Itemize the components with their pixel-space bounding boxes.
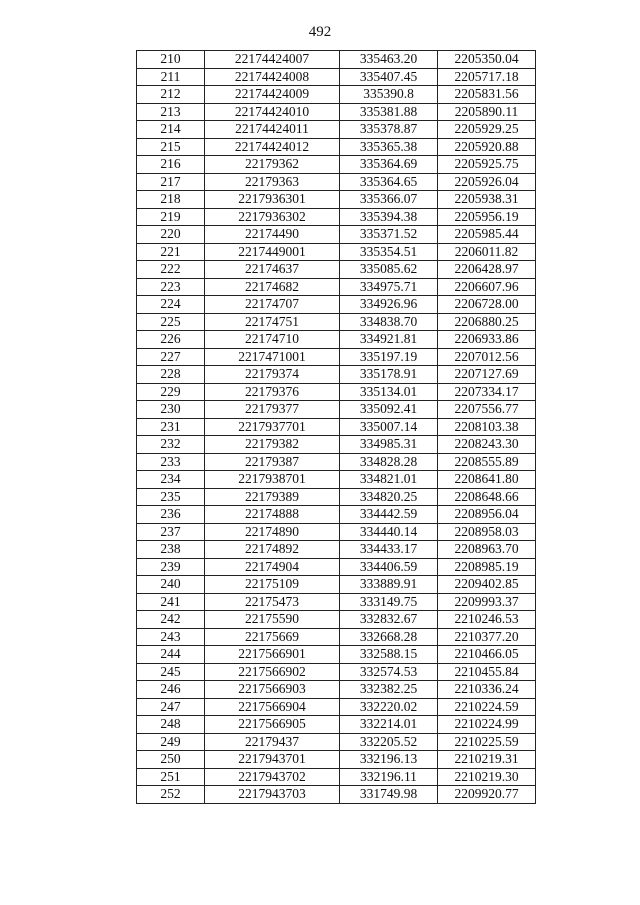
y-coordinate-cell: 2207556.77 — [438, 401, 536, 419]
table-row — [137, 436, 536, 454]
table-row — [137, 313, 536, 331]
table-row — [137, 156, 536, 174]
x-coordinate-cell: 334926.96 — [340, 296, 438, 314]
point-id-cell: 22179437 — [205, 733, 340, 751]
point-id-cell: 22174637 — [205, 261, 340, 279]
point-id-cell: 2217566901 — [205, 646, 340, 664]
table-row — [137, 768, 536, 786]
x-coordinate-cell: 332196.13 — [340, 751, 438, 769]
table-row — [137, 786, 536, 804]
y-coordinate-cell: 2208963.70 — [438, 541, 536, 559]
point-id-cell: 22174424012 — [205, 138, 340, 156]
row-index-cell: 226 — [137, 331, 205, 349]
y-coordinate-cell: 2208103.38 — [438, 418, 536, 436]
x-coordinate-cell: 332832.67 — [340, 611, 438, 629]
point-id-cell: 22174424010 — [205, 103, 340, 121]
table-row — [137, 366, 536, 384]
y-coordinate-cell: 2209402.85 — [438, 576, 536, 594]
table-row — [137, 243, 536, 261]
y-coordinate-cell: 2206933.86 — [438, 331, 536, 349]
row-index-cell: 211 — [137, 68, 205, 86]
y-coordinate-cell: 2207012.56 — [438, 348, 536, 366]
y-coordinate-cell: 2209920.77 — [438, 786, 536, 804]
table-row — [137, 401, 536, 419]
x-coordinate-cell: 335366.07 — [340, 191, 438, 209]
y-coordinate-cell: 2210377.20 — [438, 628, 536, 646]
x-coordinate-cell: 335364.65 — [340, 173, 438, 191]
row-index-cell: 245 — [137, 663, 205, 681]
table-row — [137, 558, 536, 576]
row-index-cell: 213 — [137, 103, 205, 121]
x-coordinate-cell: 332382.25 — [340, 681, 438, 699]
table-row — [137, 191, 536, 209]
table-row — [137, 208, 536, 226]
point-id-cell: 2217936301 — [205, 191, 340, 209]
row-index-cell: 248 — [137, 716, 205, 734]
x-coordinate-cell: 334975.71 — [340, 278, 438, 296]
x-coordinate-cell: 334921.81 — [340, 331, 438, 349]
x-coordinate-cell: 333889.91 — [340, 576, 438, 594]
point-id-cell: 22174424009 — [205, 86, 340, 104]
row-index-cell: 235 — [137, 488, 205, 506]
coordinates-table — [136, 50, 536, 804]
x-coordinate-cell: 335007.14 — [340, 418, 438, 436]
table-row — [137, 646, 536, 664]
table-row — [137, 331, 536, 349]
row-index-cell: 246 — [137, 681, 205, 699]
point-id-cell: 2217943703 — [205, 786, 340, 804]
point-id-cell: 22179363 — [205, 173, 340, 191]
table-row — [137, 68, 536, 86]
y-coordinate-cell: 2210336.24 — [438, 681, 536, 699]
row-index-cell: 210 — [137, 51, 205, 69]
y-coordinate-cell: 2205890.11 — [438, 103, 536, 121]
x-coordinate-cell: 334985.31 — [340, 436, 438, 454]
table-row — [137, 348, 536, 366]
table-row — [137, 453, 536, 471]
y-coordinate-cell: 2210219.31 — [438, 751, 536, 769]
table-row — [137, 733, 536, 751]
point-id-cell: 2217471001 — [205, 348, 340, 366]
point-id-cell: 22179382 — [205, 436, 340, 454]
point-id-cell: 22174490 — [205, 226, 340, 244]
x-coordinate-cell: 335092.41 — [340, 401, 438, 419]
x-coordinate-cell: 335378.87 — [340, 121, 438, 139]
point-id-cell: 2217943701 — [205, 751, 340, 769]
row-index-cell: 229 — [137, 383, 205, 401]
table-row — [137, 261, 536, 279]
point-id-cell: 22175590 — [205, 611, 340, 629]
y-coordinate-cell: 2208555.89 — [438, 453, 536, 471]
x-coordinate-cell: 332196.11 — [340, 768, 438, 786]
page-number: 492 — [308, 24, 332, 40]
row-index-cell: 247 — [137, 698, 205, 716]
row-index-cell: 231 — [137, 418, 205, 436]
y-coordinate-cell: 2207127.69 — [438, 366, 536, 384]
x-coordinate-cell: 335390.8 — [340, 86, 438, 104]
table-row — [137, 103, 536, 121]
row-index-cell: 238 — [137, 541, 205, 559]
table-row — [137, 488, 536, 506]
x-coordinate-cell: 331749.98 — [340, 786, 438, 804]
x-coordinate-cell: 334433.17 — [340, 541, 438, 559]
row-index-cell: 234 — [137, 471, 205, 489]
table-row — [137, 86, 536, 104]
row-index-cell: 250 — [137, 751, 205, 769]
table-row — [137, 541, 536, 559]
point-id-cell: 22175473 — [205, 593, 340, 611]
point-id-cell: 2217943702 — [205, 768, 340, 786]
x-coordinate-cell: 334442.59 — [340, 506, 438, 524]
point-id-cell: 22174904 — [205, 558, 340, 576]
x-coordinate-cell: 335364.69 — [340, 156, 438, 174]
x-coordinate-cell: 335381.88 — [340, 103, 438, 121]
row-index-cell: 243 — [137, 628, 205, 646]
point-id-cell: 22174892 — [205, 541, 340, 559]
point-id-cell: 22174890 — [205, 523, 340, 541]
x-coordinate-cell: 335085.62 — [340, 261, 438, 279]
x-coordinate-cell: 334406.59 — [340, 558, 438, 576]
y-coordinate-cell: 2206011.82 — [438, 243, 536, 261]
y-coordinate-cell: 2205350.04 — [438, 51, 536, 69]
y-coordinate-cell: 2208985.19 — [438, 558, 536, 576]
table-row — [137, 681, 536, 699]
table-row — [137, 51, 536, 69]
x-coordinate-cell: 335407.45 — [340, 68, 438, 86]
point-id-cell: 22174424008 — [205, 68, 340, 86]
y-coordinate-cell: 2210224.99 — [438, 716, 536, 734]
x-coordinate-cell: 335354.51 — [340, 243, 438, 261]
y-coordinate-cell: 2210246.53 — [438, 611, 536, 629]
y-coordinate-cell: 2210225.59 — [438, 733, 536, 751]
table-row — [137, 121, 536, 139]
point-id-cell: 22179387 — [205, 453, 340, 471]
table-row — [137, 418, 536, 436]
row-index-cell: 251 — [137, 768, 205, 786]
table-row — [137, 663, 536, 681]
x-coordinate-cell: 332220.02 — [340, 698, 438, 716]
x-coordinate-cell: 335134.01 — [340, 383, 438, 401]
point-id-cell: 2217566905 — [205, 716, 340, 734]
y-coordinate-cell: 2208956.04 — [438, 506, 536, 524]
point-id-cell: 2217938701 — [205, 471, 340, 489]
x-coordinate-cell: 332205.52 — [340, 733, 438, 751]
table-row — [137, 296, 536, 314]
point-id-cell: 2217449001 — [205, 243, 340, 261]
x-coordinate-cell: 332668.28 — [340, 628, 438, 646]
x-coordinate-cell: 335178.91 — [340, 366, 438, 384]
row-index-cell: 236 — [137, 506, 205, 524]
x-coordinate-cell: 335394.38 — [340, 208, 438, 226]
row-index-cell: 228 — [137, 366, 205, 384]
x-coordinate-cell: 335371.52 — [340, 226, 438, 244]
row-index-cell: 237 — [137, 523, 205, 541]
row-index-cell: 239 — [137, 558, 205, 576]
row-index-cell: 241 — [137, 593, 205, 611]
y-coordinate-cell: 2205831.56 — [438, 86, 536, 104]
table-row — [137, 698, 536, 716]
y-coordinate-cell: 2210466.05 — [438, 646, 536, 664]
row-index-cell: 224 — [137, 296, 205, 314]
x-coordinate-cell: 334820.25 — [340, 488, 438, 506]
row-index-cell: 221 — [137, 243, 205, 261]
row-index-cell: 249 — [137, 733, 205, 751]
y-coordinate-cell: 2206880.25 — [438, 313, 536, 331]
y-coordinate-cell: 2205717.18 — [438, 68, 536, 86]
table-body — [137, 51, 536, 804]
point-id-cell: 22174682 — [205, 278, 340, 296]
y-coordinate-cell: 2205956.19 — [438, 208, 536, 226]
point-id-cell: 22179362 — [205, 156, 340, 174]
y-coordinate-cell: 2207334.17 — [438, 383, 536, 401]
row-index-cell: 223 — [137, 278, 205, 296]
x-coordinate-cell: 334821.01 — [340, 471, 438, 489]
y-coordinate-cell: 2205920.88 — [438, 138, 536, 156]
point-id-cell: 22179374 — [205, 366, 340, 384]
y-coordinate-cell: 2205938.31 — [438, 191, 536, 209]
x-coordinate-cell: 335197.19 — [340, 348, 438, 366]
row-index-cell: 233 — [137, 453, 205, 471]
row-index-cell: 225 — [137, 313, 205, 331]
y-coordinate-cell: 2208243.30 — [438, 436, 536, 454]
row-index-cell: 227 — [137, 348, 205, 366]
row-index-cell: 218 — [137, 191, 205, 209]
table-row — [137, 628, 536, 646]
row-index-cell: 219 — [137, 208, 205, 226]
row-index-cell: 252 — [137, 786, 205, 804]
table-row — [137, 173, 536, 191]
row-index-cell: 216 — [137, 156, 205, 174]
y-coordinate-cell: 2208641.80 — [438, 471, 536, 489]
point-id-cell: 2217937701 — [205, 418, 340, 436]
table-row — [137, 716, 536, 734]
point-id-cell: 22174710 — [205, 331, 340, 349]
point-id-cell: 22175669 — [205, 628, 340, 646]
point-id-cell: 22174888 — [205, 506, 340, 524]
row-index-cell: 232 — [137, 436, 205, 454]
table-row — [137, 751, 536, 769]
point-id-cell: 2217936302 — [205, 208, 340, 226]
point-id-cell: 22179376 — [205, 383, 340, 401]
x-coordinate-cell: 334440.14 — [340, 523, 438, 541]
x-coordinate-cell: 334838.70 — [340, 313, 438, 331]
point-id-cell: 22174424011 — [205, 121, 340, 139]
point-id-cell: 22174424007 — [205, 51, 340, 69]
point-id-cell: 2217566902 — [205, 663, 340, 681]
y-coordinate-cell: 2208648.66 — [438, 488, 536, 506]
table-row — [137, 523, 536, 541]
x-coordinate-cell: 335365.38 — [340, 138, 438, 156]
table-row — [137, 506, 536, 524]
point-id-cell: 22174707 — [205, 296, 340, 314]
y-coordinate-cell: 2210219.30 — [438, 768, 536, 786]
y-coordinate-cell: 2209993.37 — [438, 593, 536, 611]
point-id-cell: 22174751 — [205, 313, 340, 331]
x-coordinate-cell: 332214.01 — [340, 716, 438, 734]
table-row — [137, 278, 536, 296]
table-row — [137, 611, 536, 629]
x-coordinate-cell: 334828.28 — [340, 453, 438, 471]
row-index-cell: 217 — [137, 173, 205, 191]
point-id-cell: 22179389 — [205, 488, 340, 506]
y-coordinate-cell: 2208958.03 — [438, 523, 536, 541]
row-index-cell: 212 — [137, 86, 205, 104]
row-index-cell: 240 — [137, 576, 205, 594]
x-coordinate-cell: 335463.20 — [340, 51, 438, 69]
row-index-cell: 242 — [137, 611, 205, 629]
row-index-cell: 220 — [137, 226, 205, 244]
y-coordinate-cell: 2210455.84 — [438, 663, 536, 681]
y-coordinate-cell: 2205926.04 — [438, 173, 536, 191]
point-id-cell: 2217566903 — [205, 681, 340, 699]
table-row — [137, 226, 536, 244]
point-id-cell: 2217566904 — [205, 698, 340, 716]
y-coordinate-cell: 2205929.25 — [438, 121, 536, 139]
y-coordinate-cell: 2206607.96 — [438, 278, 536, 296]
table-row — [137, 383, 536, 401]
x-coordinate-cell: 332574.53 — [340, 663, 438, 681]
table-row — [137, 593, 536, 611]
point-id-cell: 22175109 — [205, 576, 340, 594]
row-index-cell: 214 — [137, 121, 205, 139]
table-row — [137, 138, 536, 156]
point-id-cell: 22179377 — [205, 401, 340, 419]
y-coordinate-cell: 2210224.59 — [438, 698, 536, 716]
y-coordinate-cell: 2206428.97 — [438, 261, 536, 279]
y-coordinate-cell: 2206728.00 — [438, 296, 536, 314]
x-coordinate-cell: 332588.15 — [340, 646, 438, 664]
y-coordinate-cell: 2205985.44 — [438, 226, 536, 244]
row-index-cell: 244 — [137, 646, 205, 664]
x-coordinate-cell: 333149.75 — [340, 593, 438, 611]
table-row — [137, 576, 536, 594]
row-index-cell: 230 — [137, 401, 205, 419]
row-index-cell: 215 — [137, 138, 205, 156]
y-coordinate-cell: 2205925.75 — [438, 156, 536, 174]
row-index-cell: 222 — [137, 261, 205, 279]
table-row — [137, 471, 536, 489]
